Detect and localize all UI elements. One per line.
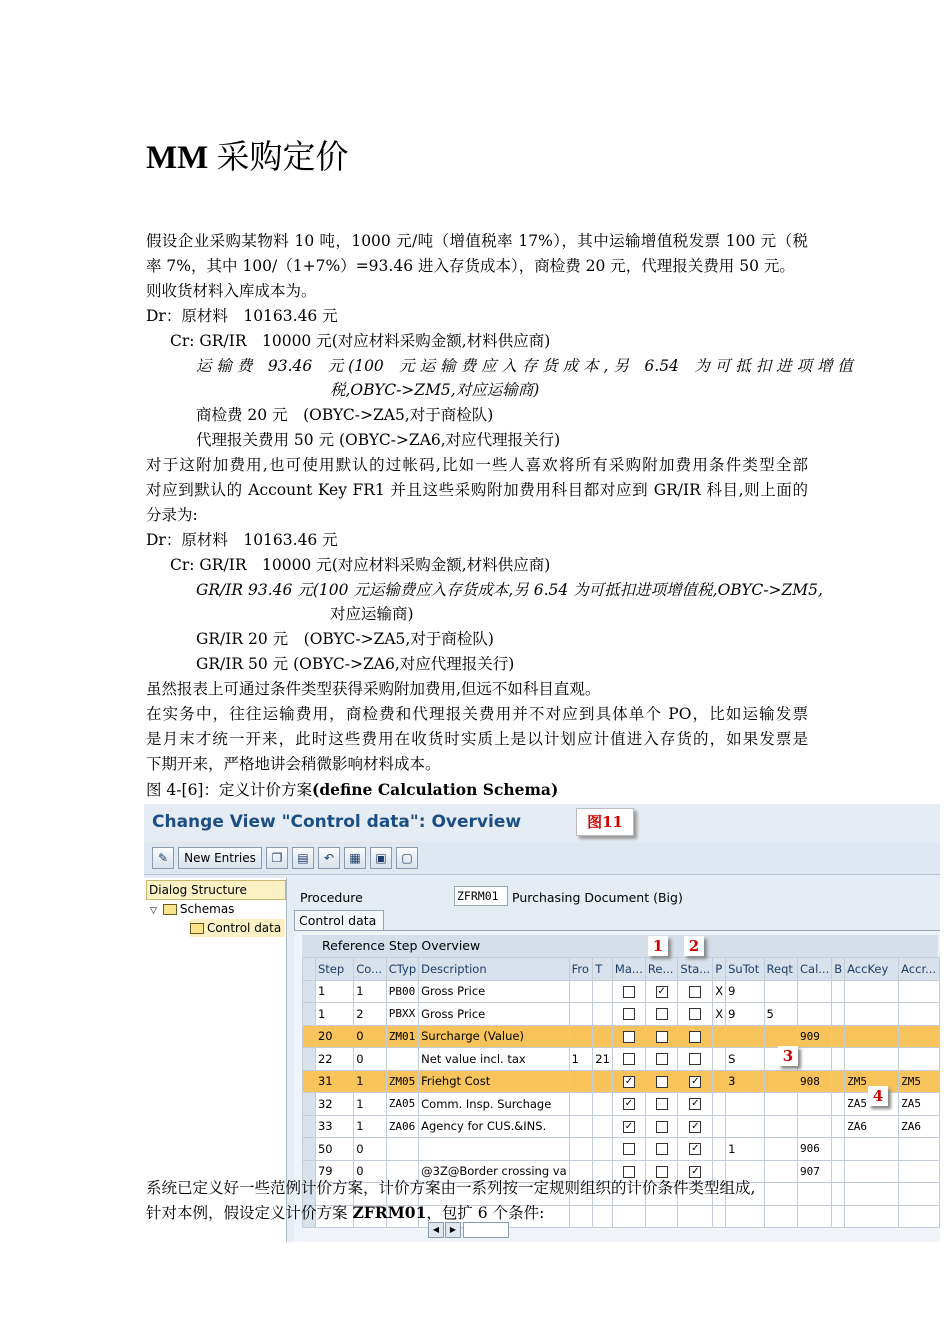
cell-to[interactable] — [593, 980, 613, 1003]
journal-grir-agency: GR/IR 50 元 (OBYC->ZA6,对应代理报关行) — [196, 655, 515, 673]
cell-sta — [678, 1115, 713, 1138]
cell-ma — [612, 1070, 645, 1093]
cell-co[interactable]: 1 — [354, 1115, 387, 1138]
cell-b[interactable] — [832, 1025, 845, 1048]
cell-acckey[interactable] — [845, 1160, 899, 1183]
cell-acckey[interactable] — [845, 980, 899, 1003]
cell-to[interactable] — [593, 1138, 613, 1161]
cell-sta — [678, 1070, 713, 1093]
cell-sutot[interactable]: 1 — [726, 1138, 764, 1161]
cell-b[interactable] — [832, 1093, 845, 1116]
column-header[interactable]: CTyp — [386, 958, 418, 981]
cell-ma — [612, 1003, 645, 1026]
table-row — [303, 1115, 940, 1138]
cell-re — [645, 1205, 677, 1228]
scroll-left-icon[interactable]: ◀ — [428, 1222, 444, 1238]
table-header-row — [303, 958, 940, 981]
cell-p[interactable] — [713, 1138, 726, 1161]
cell-cal[interactable] — [798, 980, 832, 1003]
cell-desc[interactable]: Surcharge (Value) — [419, 1025, 570, 1048]
checkbox[interactable] — [623, 1166, 635, 1178]
cell-cal[interactable] — [798, 1205, 832, 1228]
journal-credit-2: Cr: GR/IR 10000 元(对应材料采购金额,材料供应商) — [170, 556, 551, 574]
cell-desc[interactable]: Friehgt Cost — [419, 1070, 570, 1093]
cell-p[interactable] — [713, 1070, 726, 1093]
table-row — [303, 1048, 940, 1071]
cell-desc[interactable] — [419, 1138, 570, 1161]
annotation-badge-1: 1 — [648, 936, 668, 956]
cell-reqt[interactable] — [764, 1138, 797, 1161]
scroll-thumb[interactable] — [463, 1222, 509, 1238]
table-row — [303, 1093, 940, 1116]
cell-b[interactable] — [832, 1205, 845, 1228]
row-selector[interactable] — [303, 1070, 316, 1093]
cell-accr[interactable] — [899, 1048, 940, 1071]
cell-sta — [678, 1025, 713, 1048]
journal-debit: Dr：原材料 10163.46 元 — [146, 307, 338, 325]
cell-reqt[interactable] — [764, 1093, 797, 1116]
deselect-all-icon[interactable]: ▢ — [396, 847, 418, 869]
cell-desc[interactable]: Agency for CUS.&INS. — [419, 1115, 570, 1138]
row-selector[interactable] — [303, 1048, 316, 1071]
cell-to[interactable]: 21 — [593, 1048, 613, 1071]
cell-accr[interactable] — [899, 1003, 940, 1026]
body-line: 则收货材料入库成本为。 — [146, 282, 317, 300]
checkbox[interactable] — [623, 986, 635, 998]
column-header[interactable]: Accr... — [899, 958, 940, 981]
checked-checkbox[interactable]: ✓ — [624, 1120, 634, 1132]
annotation-badge-4: 4 — [868, 1086, 888, 1106]
cell-sutot[interactable]: S — [726, 1048, 764, 1071]
cell-b[interactable] — [832, 1115, 845, 1138]
table-row — [303, 1138, 940, 1161]
column-header[interactable]: SuTot — [726, 958, 764, 981]
select-all-icon[interactable]: ▦ — [344, 847, 366, 869]
cell-ctyp[interactable]: PBXX — [386, 1003, 418, 1026]
journal-freight-cont: 税,OBYC->ZM5,对应运输商) — [330, 381, 540, 399]
checkbox[interactable] — [623, 1031, 635, 1043]
cell-p[interactable]: X — [713, 1003, 726, 1026]
title-chinese: 采购定价 — [216, 140, 349, 176]
checkbox[interactable] — [689, 1008, 701, 1020]
body-line: 分录为: — [146, 506, 198, 524]
tree-node-control-data-label: Control data — [207, 921, 282, 935]
body-line: 是月末才统一开来，此时这些费用在收货时实质上是以计划应计值进入存货的，如果发票是 — [146, 730, 808, 748]
tree-node-schemas-label: Schemas — [179, 902, 235, 916]
figure-caption — [146, 779, 558, 801]
column-header[interactable]: Co... — [354, 958, 387, 981]
checked-checkbox[interactable]: ✓ — [657, 985, 666, 997]
cell-fro[interactable] — [569, 1025, 593, 1048]
document-title — [146, 136, 349, 180]
body-line: 在实务中，往往运输费用，商检费和代理报关费用并不对应到具体单个 PO，比如运输发票 — [146, 705, 808, 723]
overlay-paragraph-line2 — [146, 1202, 544, 1224]
cell-to[interactable] — [593, 1003, 613, 1026]
cell-fro[interactable] — [569, 1070, 593, 1093]
body-line: 率 7%，其中 100/（1+7%）=93.46 进入存货成本），商检费 20 元，代理报关费用 50 元。 — [146, 257, 795, 275]
cell-cal[interactable] — [798, 1183, 832, 1206]
checkbox[interactable] — [689, 1053, 701, 1065]
copy-icon[interactable]: ❐ — [266, 847, 288, 869]
cell-to[interactable] — [593, 1025, 613, 1048]
cell-sta — [678, 980, 713, 1003]
table-row — [303, 1025, 940, 1048]
cell-ctyp[interactable] — [386, 1048, 418, 1071]
cell-acckey[interactable] — [845, 1003, 899, 1026]
cell-cal[interactable]: 907 — [798, 1160, 832, 1183]
cell-fro[interactable] — [569, 1138, 593, 1161]
cell-ma — [612, 1093, 645, 1116]
cell-p[interactable] — [713, 1048, 726, 1071]
cell-ma — [612, 1138, 645, 1161]
cell-re — [645, 1048, 677, 1071]
cell-accr[interactable]: ZA5 — [899, 1093, 940, 1116]
column-header[interactable]: Ma... — [612, 958, 645, 981]
cell-ma — [612, 1048, 645, 1071]
cell-step[interactable]: 1 — [315, 1003, 353, 1026]
dialog-structure-header: Dialog Structure — [146, 880, 286, 900]
body-line: 虽然报表上可通过条件类型获得采购附加费用,但远不如科目直观。 — [146, 680, 601, 698]
cell-sta — [678, 1205, 713, 1228]
annotation-badge-3: 3 — [778, 1046, 798, 1066]
cell-co[interactable]: 1 — [354, 1070, 387, 1093]
cell-ma — [612, 1205, 645, 1228]
row-selector[interactable] — [303, 980, 316, 1003]
cell-acckey[interactable]: ZA5 — [845, 1093, 899, 1116]
cell-re — [645, 1093, 677, 1116]
cell-b[interactable] — [832, 1183, 845, 1206]
checkbox[interactable] — [656, 1166, 668, 1178]
body-line: 对应到默认的 Account Key FR1 并且这些采购附加费用科目都对应到 GR/IR 科目,则上面的 — [146, 481, 808, 499]
journal-credit: Cr: GR/IR 10000 元(对应材料采购金额,材料供应商) — [170, 332, 551, 350]
cell-ctyp[interactable]: ZA06 — [386, 1115, 418, 1138]
column-header[interactable]: P — [713, 958, 726, 981]
cell-reqt[interactable] — [764, 1160, 797, 1183]
cell-reqt[interactable] — [764, 1183, 797, 1206]
cell-b[interactable] — [832, 1048, 845, 1071]
cell-step[interactable]: 1 — [315, 980, 353, 1003]
column-header[interactable]: Sta... — [678, 958, 713, 981]
cell-accr[interactable] — [899, 1205, 940, 1228]
journal-grir-inspection: GR/IR 20 元 (OBYC->ZA5,对于商检队) — [196, 630, 494, 648]
checkbox[interactable] — [656, 1008, 668, 1020]
cell-reqt[interactable] — [764, 1070, 797, 1093]
column-header[interactable]: Cal... — [798, 958, 832, 981]
cell-desc[interactable]: @3Z@Border crossing va — [419, 1160, 570, 1183]
column-header[interactable]: Fro — [569, 958, 593, 981]
column-header[interactable]: Step — [315, 958, 353, 981]
figure-tag: 图11 — [576, 808, 634, 836]
cell-sta — [678, 1093, 713, 1116]
checkbox[interactable] — [656, 1053, 668, 1065]
cell-ctyp[interactable]: ZA05 — [386, 1093, 418, 1116]
cell-co[interactable]: 0 — [354, 1025, 387, 1048]
horizontal-scrollbar[interactable] — [428, 1222, 518, 1236]
journal-inspection: 商检费 20 元 (OBYC->ZA5,对于商检队) — [196, 406, 494, 424]
tree-node-schemas[interactable] — [150, 900, 234, 920]
cell-accr[interactable] — [899, 1138, 940, 1161]
title-latin: MM — [146, 140, 209, 176]
checkbox[interactable] — [656, 1143, 668, 1155]
checked-checkbox[interactable]: ✓ — [691, 1075, 700, 1087]
cell-reqt[interactable] — [764, 1115, 797, 1138]
cell-sta — [678, 1138, 713, 1161]
open-folder-icon — [190, 923, 204, 934]
cell-sta — [678, 1003, 713, 1026]
row-selector[interactable] — [303, 1115, 316, 1138]
table-row — [303, 1003, 940, 1026]
cell-acckey[interactable] — [845, 1138, 899, 1161]
body-line: 下期开来，严格地讲会稍微影响材料成本。 — [146, 755, 441, 773]
checked-checkbox[interactable]: ✓ — [691, 1120, 700, 1132]
cell-accr[interactable]: ZM5 — [899, 1070, 940, 1093]
cell-sutot[interactable]: 9 — [726, 980, 764, 1003]
cell-fro[interactable] — [569, 980, 593, 1003]
journal-freight: 运 输 费 93.46 元 (100 元 运 输 费 应 入 存 货 成 本 , 另 6.54 为 可 抵 扣 进 项 增 值 — [196, 357, 853, 375]
checkbox[interactable] — [623, 1053, 635, 1065]
cell-p[interactable] — [713, 1115, 726, 1138]
cell-step[interactable]: 50 — [315, 1138, 353, 1161]
cell-reqt[interactable] — [764, 980, 797, 1003]
cell-p[interactable] — [713, 1205, 726, 1228]
cell-re — [645, 1070, 677, 1093]
figure-caption-prefix: 图 4-[6]：定义计价方案 — [146, 781, 312, 799]
cell-co[interactable]: 1 — [354, 1093, 387, 1116]
row-selector[interactable] — [303, 1093, 316, 1116]
cell-to[interactable] — [593, 1115, 613, 1138]
cell-sutot[interactable] — [726, 1205, 764, 1228]
window-title: Change View "Control data": Overview — [152, 812, 522, 832]
checkbox[interactable] — [623, 1143, 635, 1155]
cell-acckey[interactable] — [845, 1205, 899, 1228]
cell-accr[interactable] — [899, 1160, 940, 1183]
cell-ctyp[interactable] — [386, 1138, 418, 1161]
select-all-cell[interactable] — [303, 958, 316, 981]
cell-p[interactable]: X — [713, 980, 726, 1003]
table-row — [303, 980, 940, 1003]
cell-re — [645, 980, 677, 1003]
cell-fro[interactable]: 1 — [569, 1048, 593, 1071]
folder-icon — [163, 904, 177, 915]
row-selector[interactable] — [303, 1025, 316, 1048]
cell-re — [645, 1115, 677, 1138]
toolbar — [144, 842, 940, 875]
column-header[interactable]: T — [593, 958, 613, 981]
cell-cal[interactable]: 909 — [798, 1025, 832, 1048]
cell-reqt[interactable]: 5 — [764, 1003, 797, 1026]
cell-co[interactable]: 2 — [354, 1003, 387, 1026]
cell-cal[interactable] — [798, 1048, 832, 1071]
cell-step[interactable]: 22 — [315, 1048, 353, 1071]
cell-re — [645, 1025, 677, 1048]
checkbox[interactable] — [656, 1098, 668, 1110]
overlay-line2-bold: ZFRM01 — [352, 1203, 427, 1222]
journal-debit-2: Dr：原材料 10163.46 元 — [146, 531, 338, 549]
overlay-line2-suffix: ，包扩 6 个条件: — [426, 1204, 545, 1222]
cell-b[interactable] — [832, 1003, 845, 1026]
cell-sutot[interactable]: 3 — [726, 1070, 764, 1093]
cell-cal[interactable]: 908 — [798, 1070, 832, 1093]
row-selector[interactable] — [303, 1003, 316, 1026]
cell-step[interactable]: 32 — [315, 1093, 353, 1116]
cell-sutot[interactable] — [726, 1093, 764, 1116]
cell-sutot[interactable] — [726, 1115, 764, 1138]
cell-cal[interactable] — [798, 1003, 832, 1026]
table-row — [303, 1070, 940, 1093]
checked-checkbox[interactable]: ✓ — [691, 1165, 700, 1177]
cell-desc[interactable]: Gross Price — [419, 980, 570, 1003]
cell-p[interactable] — [713, 1093, 726, 1116]
delete-icon[interactable]: ▤ — [292, 847, 314, 869]
undo-icon[interactable]: ↶ — [318, 847, 340, 869]
cell-re — [645, 1003, 677, 1026]
cell-step[interactable]: 20 — [315, 1025, 353, 1048]
cell-sta — [678, 1048, 713, 1071]
tab-control-data[interactable]: Control data — [294, 910, 384, 931]
cell-re — [645, 1138, 677, 1161]
cell-accr[interactable] — [899, 1183, 940, 1206]
cell-sutot[interactable] — [726, 1025, 764, 1048]
cell-ma — [612, 1025, 645, 1048]
body-line: 对于这附加费用,也可使用默认的过帐码,比如一些人喜欢将所有采购附加费用条件类型全部 — [146, 456, 808, 474]
cell-acckey[interactable] — [845, 1048, 899, 1071]
cell-ctyp[interactable]: PB00 — [386, 980, 418, 1003]
checkbox[interactable] — [656, 1121, 668, 1133]
checkbox[interactable] — [656, 1076, 668, 1088]
cell-fro[interactable] — [569, 1115, 593, 1138]
checked-checkbox[interactable]: ✓ — [624, 1098, 634, 1110]
cell-ctyp[interactable]: ZM01 — [386, 1025, 418, 1048]
column-header[interactable]: B — [832, 958, 845, 981]
checked-checkbox[interactable]: ✓ — [624, 1075, 634, 1087]
cell-b[interactable] — [832, 980, 845, 1003]
cell-step[interactable]: 33 — [315, 1115, 353, 1138]
cell-ma — [612, 1115, 645, 1138]
cell-fro[interactable] — [569, 1003, 593, 1026]
checkbox[interactable] — [623, 1008, 635, 1020]
cell-b[interactable] — [832, 1070, 845, 1093]
checkbox[interactable] — [689, 986, 701, 998]
column-header[interactable]: Description — [419, 958, 570, 981]
cell-p[interactable] — [713, 1025, 726, 1048]
column-header[interactable]: AccKey — [845, 958, 899, 981]
cell-co[interactable]: 1 — [354, 980, 387, 1003]
body-line: 假设企业采购某物料 10 吨，1000 元/吨（增值税率 17%），其中运输增值税发票 100 元（税 — [146, 232, 808, 250]
cell-co[interactable]: 0 — [354, 1160, 387, 1183]
cell-to[interactable] — [593, 1205, 613, 1228]
overlay-line2-prefix: 针对本例，假设定义计价方案 — [146, 1204, 353, 1222]
cell-desc[interactable]: Gross Price — [419, 1003, 570, 1026]
table-caption: Reference Step Overview — [302, 935, 938, 957]
cell-acckey[interactable]: ZA6 — [845, 1115, 899, 1138]
journal-grir-freight-cont: 对应运输商) — [330, 605, 414, 623]
cell-acckey[interactable] — [845, 1183, 899, 1206]
row-selector[interactable] — [303, 1138, 316, 1161]
cell-desc[interactable]: Net value incl. tax — [419, 1048, 570, 1071]
cell-fro[interactable] — [569, 1093, 593, 1116]
procedure-field[interactable]: ZFRM01 — [454, 886, 508, 906]
procedure-label: Procedure — [300, 890, 363, 905]
column-header[interactable]: Re... — [645, 958, 677, 981]
tree-node-control-data[interactable] — [190, 919, 285, 937]
cell-acckey[interactable]: ZM5 — [845, 1070, 899, 1093]
cell-fro[interactable] — [569, 1205, 593, 1228]
cell-acckey[interactable] — [845, 1025, 899, 1048]
column-header[interactable]: Reqt — [764, 958, 797, 981]
overlay-paragraph-line1: 系统已定义好一些范例计价方案，计价方案由一系列按一定规则组织的计价条件类型组成, — [146, 1179, 756, 1197]
select-block-icon[interactable]: ▣ — [370, 847, 392, 869]
cell-to[interactable] — [593, 1070, 613, 1093]
cell-accr[interactable] — [899, 980, 940, 1003]
checked-checkbox[interactable]: ✓ — [691, 1143, 700, 1155]
cell-sutot[interactable]: 9 — [726, 1003, 764, 1026]
cell-accr[interactable] — [899, 1025, 940, 1048]
figure-caption-bold: (define Calculation Schema) — [311, 780, 559, 799]
cell-step[interactable]: 79 — [315, 1160, 353, 1183]
new-entries-button[interactable]: New Entries — [178, 847, 262, 869]
cell-step[interactable]: 31 — [315, 1070, 353, 1093]
journal-grir-freight: GR/IR 93.46 元(100 元运输费应入存货成本,另 6.54 为可抵扣进项增值税,OBYC->ZM5, — [196, 581, 823, 599]
cell-b[interactable] — [832, 1160, 845, 1183]
annotation-badge-2: 2 — [684, 936, 704, 956]
checkbox[interactable] — [656, 1031, 668, 1043]
cell-ctyp[interactable]: ZM05 — [386, 1070, 418, 1093]
checkbox[interactable] — [689, 1031, 701, 1043]
cell-b[interactable] — [832, 1138, 845, 1161]
checked-checkbox[interactable]: ✓ — [691, 1098, 700, 1110]
journal-agency: 代理报关费用 50 元 (OBYC->ZA6,对应代理报关行) — [196, 431, 561, 449]
cell-co[interactable]: 0 — [354, 1048, 387, 1071]
cell-accr[interactable]: ZA6 — [899, 1115, 940, 1138]
cell-reqt[interactable] — [764, 1025, 797, 1048]
cell-reqt[interactable] — [764, 1205, 797, 1228]
cell-cal[interactable]: 906 — [798, 1138, 832, 1161]
cell-ma — [612, 980, 645, 1003]
collapse-triangle-icon[interactable]: ▽ — [150, 906, 157, 916]
edit-icon[interactable]: ✎ — [152, 847, 174, 869]
procedure-description: Purchasing Document (Big) — [512, 890, 683, 905]
cell-co[interactable]: 0 — [354, 1138, 387, 1161]
cell-cal[interactable] — [798, 1115, 832, 1138]
cell-cal[interactable] — [798, 1093, 832, 1116]
cell-to[interactable] — [593, 1093, 613, 1116]
cell-desc[interactable]: Comm. Insp. Surchage — [419, 1093, 570, 1116]
scroll-right-icon[interactable]: ▶ — [445, 1222, 461, 1238]
